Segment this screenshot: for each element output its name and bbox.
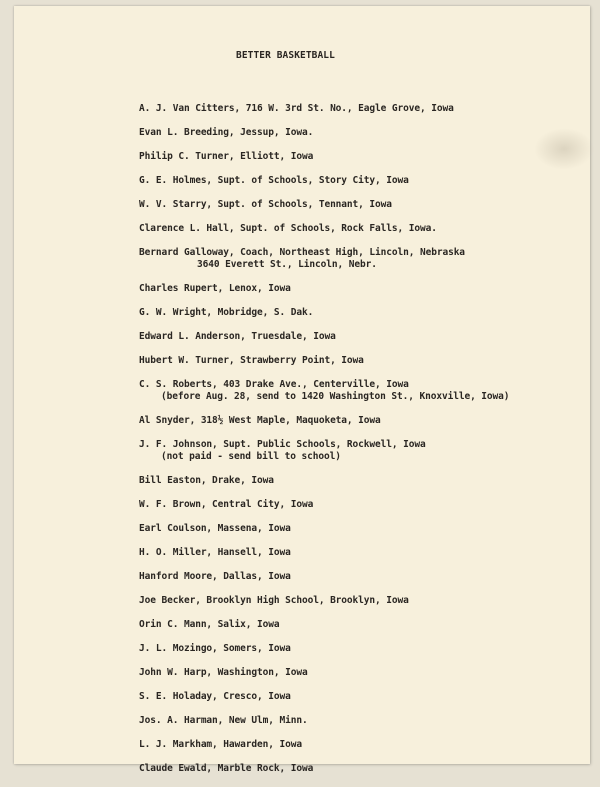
list-item — [139, 331, 509, 343]
list-item — [139, 619, 509, 631]
list-item — [139, 379, 509, 403]
entry-line: Bernard Galloway, Coach, Northeast High, Lincoln, Nebraska — [139, 247, 465, 258]
list-item — [139, 283, 509, 295]
list-item — [139, 439, 509, 463]
entry-line: Clarence L. Hall, Supt. of Schools, Rock Falls, Iowa. — [139, 223, 437, 234]
list-item — [139, 763, 509, 775]
page-title: BETTER BASKETBALL — [236, 50, 335, 61]
list-item — [139, 643, 509, 655]
entry-line: H. O. Miller, Hansell, Iowa — [139, 547, 291, 558]
entry-line: C. S. Roberts, 403 Drake Ave., Centerville, Iowa — [139, 379, 409, 390]
entry-line-continued: (not paid - send bill to school) — [161, 451, 341, 462]
entry-line: Joe Becker, Brooklyn High School, Brooklyn, Iowa — [139, 595, 409, 606]
entry-line: Claude Ewald, Marble Rock, Iowa — [139, 763, 314, 774]
list-item — [139, 523, 509, 535]
entry-line: Bill Easton, Drake, Iowa — [139, 475, 274, 486]
entry-list — [139, 103, 509, 787]
entry-line: W. F. Brown, Central City, Iowa — [139, 499, 314, 510]
entry-line-continued: 3640 Everett St., Lincoln, Nebr. — [197, 259, 377, 270]
list-item — [139, 127, 509, 139]
entry-line: Al Snyder, 318½ West Maple, Maquoketa, Iowa — [139, 415, 381, 426]
entry-line: Philip C. Turner, Elliott, Iowa — [139, 151, 314, 162]
list-item — [139, 715, 509, 727]
entry-line: G. E. Holmes, Supt. of Schools, Story City, Iowa — [139, 175, 409, 186]
entry-line: W. V. Starry, Supt. of Schools, Tennant, Iowa — [139, 199, 392, 210]
list-item — [139, 415, 509, 427]
paper-smudge — [534, 128, 594, 170]
entry-line: Orin C. Mann, Salix, Iowa — [139, 619, 280, 630]
entry-line: Hubert W. Turner, Strawberry Point, Iowa — [139, 355, 364, 366]
list-item — [139, 739, 509, 751]
entry-line: S. E. Holaday, Cresco, Iowa — [139, 691, 291, 702]
entry-line: Charles Rupert, Lenox, Iowa — [139, 283, 291, 294]
entry-line: J. F. Johnson, Supt. Public Schools, Rockwell, Iowa — [139, 439, 426, 450]
entry-line: John W. Harp, Washington, Iowa — [139, 667, 308, 678]
entry-line: J. L. Mozingo, Somers, Iowa — [139, 643, 291, 654]
entry-line: Evan L. Breeding, Jessup, Iowa. — [139, 127, 314, 138]
entry-line: Earl Coulson, Massena, Iowa — [139, 523, 291, 534]
list-item — [139, 223, 509, 235]
list-item — [139, 199, 509, 211]
list-item — [139, 151, 509, 163]
entry-line: Hanford Moore, Dallas, Iowa — [139, 571, 291, 582]
list-item — [139, 247, 509, 271]
entry-line: Edward L. Anderson, Truesdale, Iowa — [139, 331, 336, 342]
list-item — [139, 355, 509, 367]
list-item — [139, 475, 509, 487]
entry-line: L. J. Markham, Hawarden, Iowa — [139, 739, 302, 750]
entry-line: A. J. Van Citters, 716 W. 3rd St. No., Eagle Grove, Iowa — [139, 103, 454, 114]
list-item — [139, 691, 509, 703]
list-item — [139, 499, 509, 511]
list-item — [139, 547, 509, 559]
list-item — [139, 103, 509, 115]
entry-line-continued: (before Aug. 28, send to 1420 Washington St., Knoxville, Iowa) — [161, 391, 510, 402]
list-item — [139, 595, 509, 607]
list-item — [139, 667, 509, 679]
entry-line: G. W. Wright, Mobridge, S. Dak. — [139, 307, 314, 318]
entry-line: Jos. A. Harman, New Ulm, Minn. — [139, 715, 308, 726]
list-item — [139, 175, 509, 187]
list-item — [139, 307, 509, 319]
list-item — [139, 571, 509, 583]
